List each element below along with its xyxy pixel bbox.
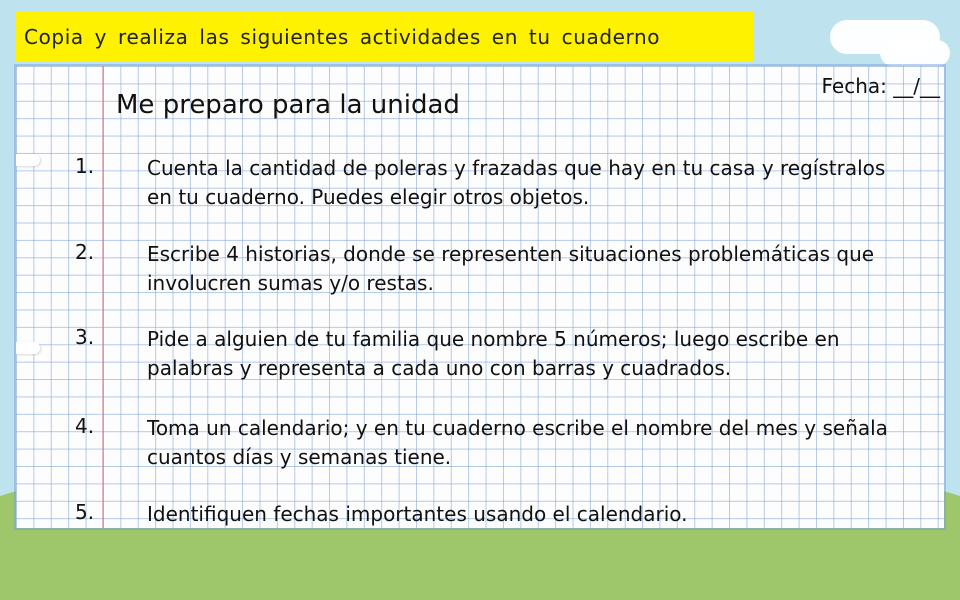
activity-number: 3. (75, 325, 95, 349)
activity-text: Pide a alguien de tu familia que nombre 5 números; luego escribe en palabras y representa a cada uno con barras y cuadrados. (147, 327, 840, 380)
activity-number: 1. (75, 154, 95, 178)
unit-title: Me preparo para la unidad (116, 90, 460, 120)
activity-number: 2. (75, 240, 95, 264)
activity-text: Toma un calendario; y en tu cuaderno escribe el nombre del mes y señala cuantos días y semanas tiene. (147, 416, 888, 469)
instruction-text: Copia y realiza las siguientes actividades en tu cuaderno (24, 25, 661, 49)
activity-item-3 (16, 325, 944, 385)
activity-item-2 (16, 240, 944, 300)
activity-item-5 (16, 500, 944, 560)
date-field: Fecha: __/__ (821, 74, 940, 98)
activity-number: 4. (75, 414, 95, 438)
activity-text: Cuenta la cantidad de poleras y frazadas que hay en tu casa y regístralos en tu cuaderno. Puedes elegir otros objetos. (147, 156, 886, 209)
activity-text: Identifiquen fechas importantes usando el calendario. (147, 502, 688, 526)
activity-number: 5. (75, 500, 95, 524)
notebook-page (16, 66, 944, 528)
instruction-banner (16, 12, 754, 62)
activity-item-4 (16, 414, 944, 474)
activity-item-1 (16, 154, 944, 214)
activity-text: Escribe 4 historias, donde se representen situaciones problemáticas que involucren sumas y/o restas. (147, 242, 875, 295)
background-cloud (880, 40, 950, 66)
